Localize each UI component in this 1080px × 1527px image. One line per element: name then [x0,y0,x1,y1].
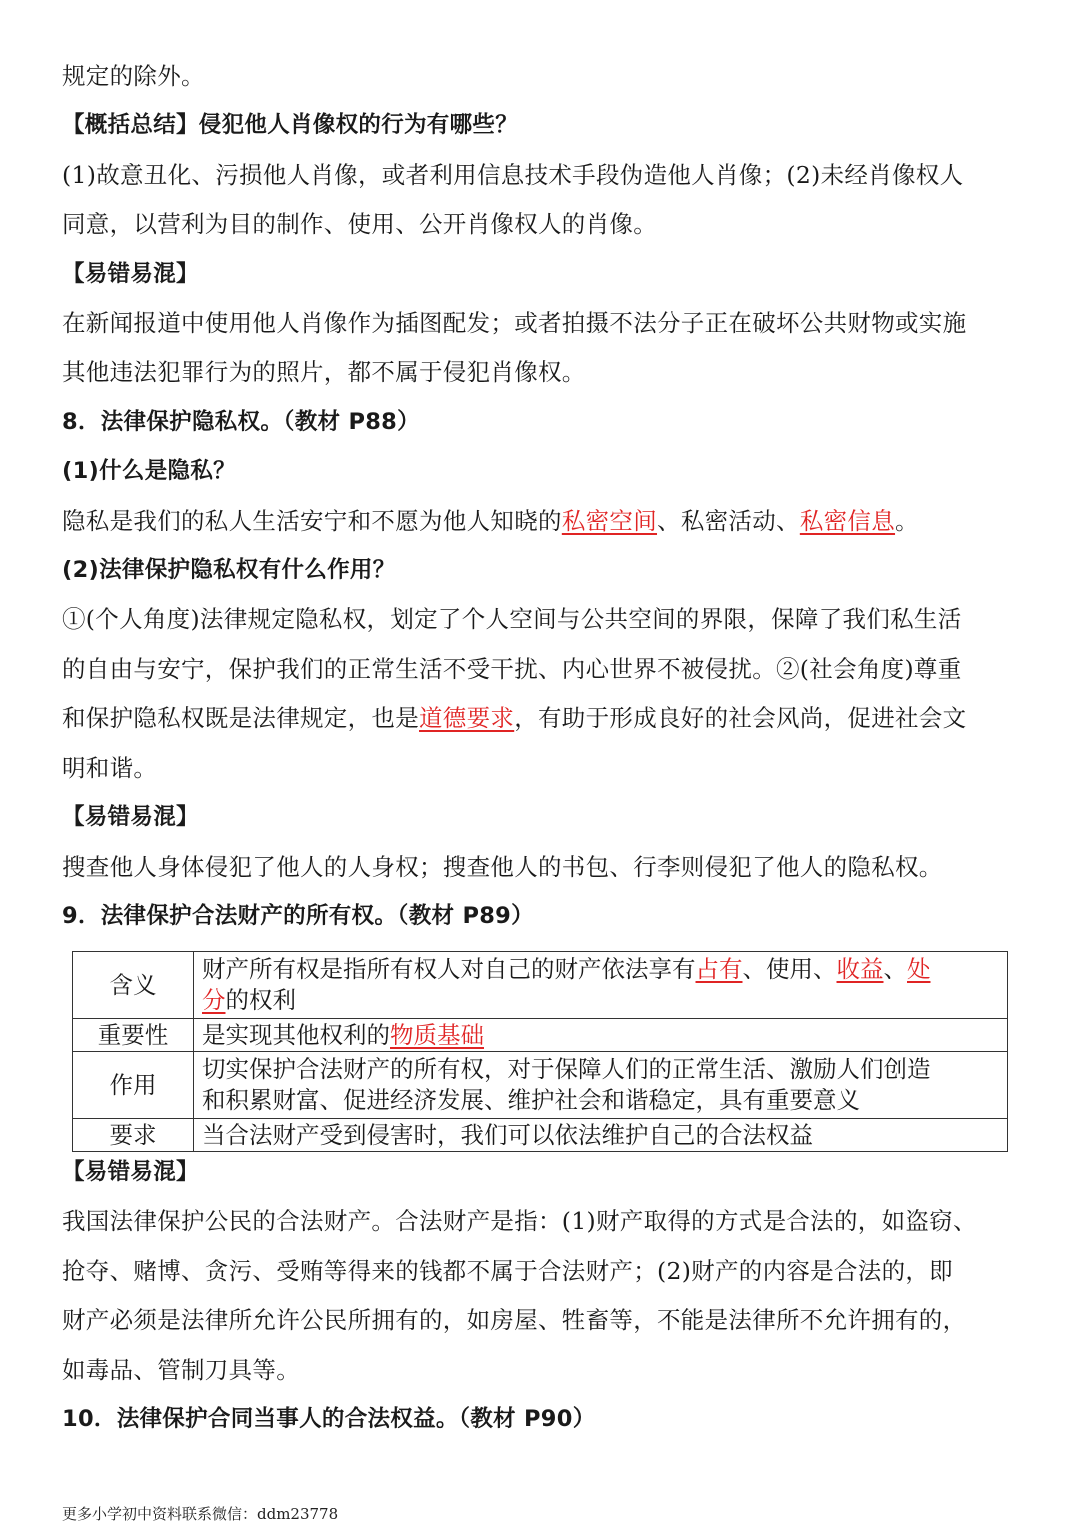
section-9-heading: 9．法律保护合法财产的所有权。（教材 P89） [62,902,534,929]
question-1: (1)什么是隐私？ [62,458,236,485]
highlight-term: 占有 [695,955,743,983]
text-line: 抢夺、赌博、贪污、受贿等得来的钱都不属于合法财产；(2)财产的内容是合法的，即 [62,1256,953,1285]
mistake-heading: 【易错易混】 [62,260,199,287]
table-row [73,952,1008,1019]
text-line [62,694,1022,743]
highlight-term: 私密空间 [561,506,658,535]
text-line: 规定的除外。 [62,62,205,90]
document-body-lower [62,1148,1022,1444]
document-body [62,52,1022,941]
highlight-term: 物质基础 [390,1020,484,1049]
mistake-heading: 【易错易混】 [62,1159,199,1185]
text-line: 我国法律保护公民的合法财产。合法财产是指：(1)财产取得的方式是合法的，如盗窃、 [62,1207,977,1236]
table-row [73,1052,1008,1119]
role-text: ，有助于形成良好的社会风尚，促进社会文 [514,704,967,733]
privacy-def-text: 、私密活动、 [657,506,800,535]
text-line: (1)故意丑化、污损他人肖像，或者利用信息技术手段伪造他人肖像；(2)未经肖像权人 [62,160,964,189]
highlight-term: 私密信息 [799,506,896,535]
text-line: 财产必须是法律所允许公民所拥有的，如房屋、牲畜等，不能是法律所不允许拥有的， [62,1306,967,1335]
cell-text: 、 [883,955,907,983]
table-term: 重要性 [73,1019,194,1052]
cell-text: 切实保护合法财产的所有权，对于保障人们的正常生活、激励人们创造 [202,1055,931,1083]
property-rights-table [72,951,1008,1152]
summary-heading: 【概括总结】侵犯他人肖像权的行为有哪些？ [62,112,519,139]
highlight-term: 分 [202,986,226,1014]
highlight-term: 收益 [836,955,884,983]
text-line: 在新闻报道中使用他人肖像作为插图配发；或者拍摄不法分子正在破坏公共财物或实施 [62,309,967,338]
section-10-heading: 10．法律保护合同当事人的合法权益。（教材 P90） [62,1406,596,1433]
table-row [73,1119,1008,1152]
cell-text: 、使用、 [742,955,837,983]
question-2: (2)法律保护隐私权有什么作用？ [62,557,396,584]
text-line: 明和谐。 [62,753,158,782]
table-term: 作用 [73,1052,194,1119]
mistake-heading: 【易错易混】 [62,804,199,831]
table-content: 当合法财产受到侵害时，我们可以依法维护自己的合法权益 [194,1119,1008,1152]
table-content [194,1019,1008,1052]
cell-text: 和积累财富、促进经济发展、维护社会和谐稳定，具有重要意义 [202,1086,860,1114]
text-line: 的自由与安宁，保护我们的正常生活不受干扰、内心世界不被侵扰。②(社会角度)尊重 [62,654,962,683]
cell-text: 是实现其他权利的 [202,1020,390,1049]
table-content [194,1052,1008,1119]
role-text: 和保护隐私权既是法律规定，也是 [62,704,419,733]
text-line: 搜查他人身体侵犯了他人的人身权；搜查他人的书包、行李则侵犯了他人的隐私权。 [62,852,943,881]
privacy-def-text: 隐私是我们的私人生活安宁和不愿为他人知晓的 [62,506,562,535]
text-line: 同意，以营利为目的制作、使用、公开肖像权人的肖像。 [62,210,657,239]
text-line: 如毒品、管制刀具等。 [62,1355,300,1384]
privacy-def-text: 。 [895,506,919,535]
highlight-term: 处 [907,955,931,983]
table-term: 要求 [73,1119,194,1152]
footer-note: 更多小学初中资料联系微信：ddm23778 [62,1505,339,1523]
privacy-definition [62,497,1022,546]
table-content [194,952,1008,1019]
table-row [73,1019,1008,1052]
cell-text: 的权利 [225,986,296,1014]
text-line: 其他违法犯罪行为的照片，都不属于侵犯肖像权。 [62,358,586,387]
text-line: ①(个人角度)法律规定隐私权，划定了个人空间与公共空间的界限，保障了我们私生活 [62,605,962,634]
section-8-heading: 8．法律保护隐私权。（教材 P88） [62,408,420,435]
cell-text: 财产所有权是指所有权人对自己的财产依法享有 [202,955,696,983]
highlight-term: 道德要求 [419,704,515,733]
table-term: 含义 [73,952,194,1019]
